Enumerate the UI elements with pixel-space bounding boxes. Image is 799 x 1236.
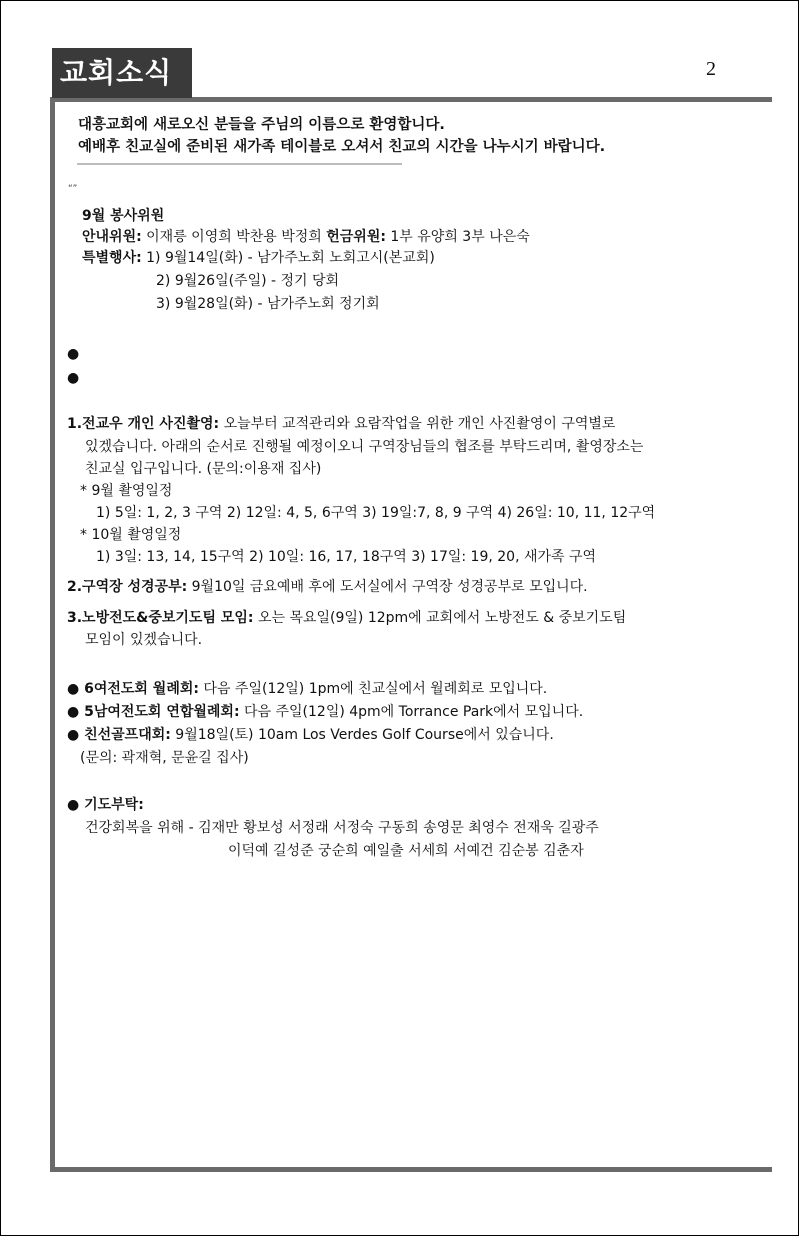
notice2-label: 2.구역장 성경공부: <box>67 579 188 595</box>
event-text: 다음 주일(12일) 1pm에 친교실에서 월례회로 모입니다. <box>198 681 548 697</box>
quote-mark: “” <box>68 184 78 194</box>
notice3-line-1 <box>67 608 626 628</box>
sep-schedule-title: * 9월 촬영일정 <box>80 483 173 499</box>
offering-value: 1부 유양희 3부 나은숙 <box>385 229 530 245</box>
service-title: 9월 봉사위원 <box>82 208 165 224</box>
events-row-1 <box>82 248 435 268</box>
events-label: 특별행사: <box>82 250 142 266</box>
notice1-line-3: 친교실 입구입니다. (문의:이용재 집사) <box>85 461 322 477</box>
event-label: 5남여전도회 연합월례회: <box>79 704 240 720</box>
prayer-line-1: 건강회복을 위해 - 김재만 황보성 서정래 서정숙 구동희 송영문 최영수 전재욱 길광주 <box>85 820 599 836</box>
prayer-label: 기도부탁: <box>79 797 144 813</box>
event-item <box>67 725 554 745</box>
golf-contact: (문의: 곽재혁, 문윤길 집사) <box>80 750 249 766</box>
section-title: 교회소식 <box>52 48 192 98</box>
notice1-line-1 <box>67 414 615 434</box>
prayer-line-2: 이덕예 길성준 궁순희 예일출 서세희 서예건 김순봉 김춘자 <box>228 843 584 859</box>
prayer-bullet: ● <box>67 797 80 813</box>
event-label: 6여전도회 월례회: <box>79 681 199 697</box>
page-number: 2 <box>706 58 716 80</box>
notice1-label: 1.전교우 개인 사진촬영: <box>67 416 220 432</box>
event-2: 2) 9월26일(주일) - 정기 당회 <box>156 273 340 289</box>
notice2-text: 9월10일 금요예배 후에 도서실에서 구역장 성경공부로 모입니다. <box>187 579 588 595</box>
event-bullet: ● <box>67 681 80 697</box>
notice1-text1: 오늘부터 교적관리와 요람작업을 위한 개인 사진촬영이 구역별로 <box>219 416 616 432</box>
oct-schedule-title: * 10월 촬영일정 <box>80 527 182 543</box>
prayer-heading <box>67 795 144 815</box>
event-1: 1) 9월14일(화) - 남가주노회 노회고시(본교회) <box>141 250 435 266</box>
welcome-line-1: 대흥교회에 새로오신 분들을 주님의 이름으로 환영합니다. <box>78 117 445 133</box>
event-label: 친선골프대회: <box>79 727 171 743</box>
notice3-text1: 오는 목요일(9일) 12pm에 교회에서 노방전도 & 중보기도팀 <box>253 610 627 626</box>
empty-bullet-1: ● <box>67 346 80 362</box>
oct-schedule: 1) 3일: 13, 14, 15구역 2) 10일: 16, 17, 18구역 3) 17일: 19, 20, 새가족 구역 <box>96 549 597 565</box>
notice1-line-2: 있겠습니다. 아래의 순서로 진행될 예정이오니 구역장님들의 협조를 부탁드리며, 촬영장소는 <box>85 439 644 455</box>
empty-bullet-2: ● <box>67 370 80 386</box>
ushers-label: 안내위원: <box>82 229 142 245</box>
offering-label: 헌금위원: <box>326 229 386 245</box>
event-item <box>67 679 547 699</box>
notice2-line <box>67 577 588 597</box>
event-item <box>67 702 583 722</box>
event-text: 다음 주일(12일) 4pm에 Torrance Park에서 모입니다. <box>239 704 584 720</box>
event-bullet: ● <box>67 704 80 720</box>
ushers-value: 이재릉 이영희 박찬용 박정희 <box>141 229 327 245</box>
welcome-divider <box>77 163 402 165</box>
sep-schedule: 1) 5일: 1, 2, 3 구역 2) 12일: 4, 5, 6구역 3) 19일:7, 8, 9 구역 4) 26일: 10, 11, 12구역 <box>96 505 656 521</box>
frame-left-rule <box>50 97 55 1172</box>
event-bullet: ● <box>67 727 80 743</box>
service-ushers-row <box>82 227 530 247</box>
welcome-line-2: 예배후 친교실에 준비된 새가족 테이블로 오셔서 친교의 시간을 나누시기 바랍니다. <box>78 139 606 155</box>
event-text: 9월18일(토) 10am Los Verdes Golf Course에서 있습니다. <box>170 727 554 743</box>
event-3: 3) 9월28일(화) - 남가주노회 정기회 <box>156 296 380 312</box>
frame-bottom-rule <box>50 1167 772 1172</box>
notice3-line-2: 모임이 있겠습니다. <box>85 632 203 648</box>
notice3-label: 3.노방전도&중보기도팀 모임: <box>67 610 254 626</box>
